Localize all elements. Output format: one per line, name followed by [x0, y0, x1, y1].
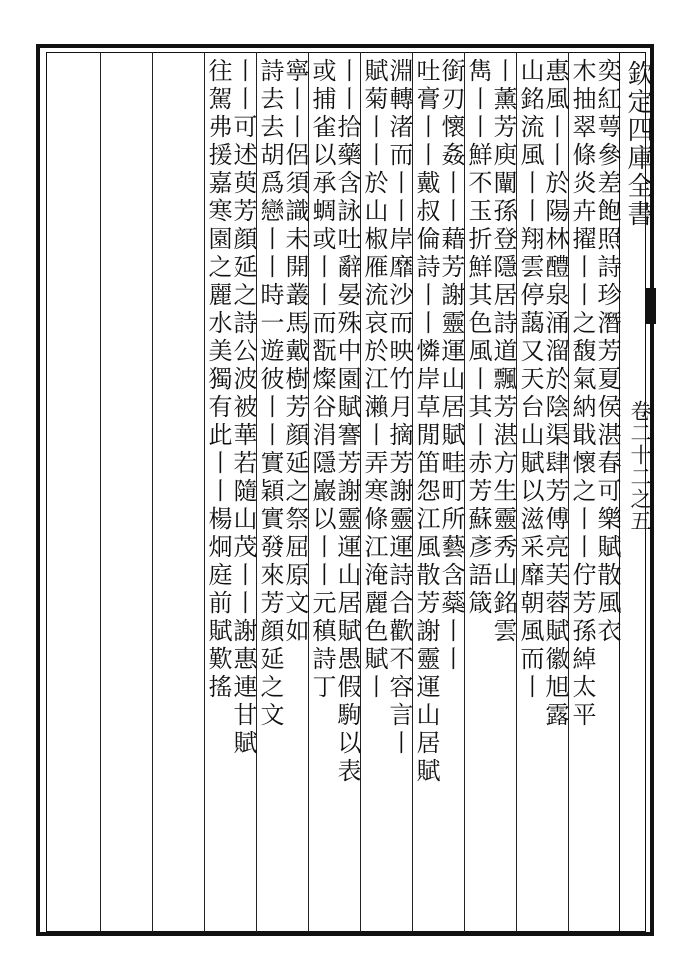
book-title: 欽定四庫全書 — [623, 60, 653, 228]
text-column: 木抽翠條炎卉擢丨丨之馥氣納戢懷之丨丨佇芳孫綽太平 — [568, 58, 596, 730]
text-column: 山銘流風丨丨翔雲停藹又天台山賦以滋采靡朝風而丨 — [516, 58, 544, 702]
text-column: 惠風丨丨於陽林醴泉涌溜於陰渠肆芳傅亮芙蓉賦徽旭露 — [541, 58, 569, 730]
text-column: 淵轉渚而丨丨岸靡沙而映竹月摘芳謝靈運詩合歡不容言丨 — [385, 58, 413, 758]
text-column: 丨丨可述萸芳顔延之詩公波被華若隨山茂丨丨謝惠連甘賦 — [229, 58, 257, 758]
text-column: 銜刃懷姦丨丨藉芳謝靈運山居賦畦町所藝含蘂丨丨 — [437, 58, 465, 674]
text-column: 或捕雀以承蜩或丨丨而翫燦谷涓隱巖以丨丨元稹詩丁 — [308, 58, 336, 702]
text-column: 雋丨丨鮮不玉折鮮其色風丨其丨赤芳蘇彥語箴 — [464, 58, 492, 618]
text-column: 賦菊丨丨於山椒雁流哀於江瀨丨弄寒條江淹麗色賦丨 — [360, 58, 388, 702]
column-rule — [100, 52, 101, 932]
text-column: 奕紅萼參差飽照詩珍潛芳夏侯湛春可樂賦散風衣 — [593, 58, 621, 646]
column-rule — [152, 52, 153, 932]
text-column: 吐膏丨丨戴叔倫詩丨丨憐岸草閒笛怨江風散芳謝靈運山居賦 — [412, 58, 440, 786]
text-column: 寧丨丨侶須識未開叢馬戴樹芳顔延之祭屈原文如 — [281, 58, 309, 646]
text-column: 詩去去胡爲戀丨丨時一遊彼丨丨實穎實發來芳顔延之文 — [256, 58, 284, 730]
volume-label: 卷二十二之五 — [628, 400, 652, 532]
text-column: 往駕弗援嘉寒園之麗水美獨有此丨丨楊炯庭前賦歎搖 — [204, 58, 232, 702]
text-column: 丨丨拾藥含詠吐辭晏殊中園賦謇芳謝靈運山居賦愚假駒以表 — [333, 58, 361, 786]
text-column: 丨薰芳庾闡孫登隱居詩道飄芳湛方生靈秀山銘雲 — [489, 58, 517, 646]
